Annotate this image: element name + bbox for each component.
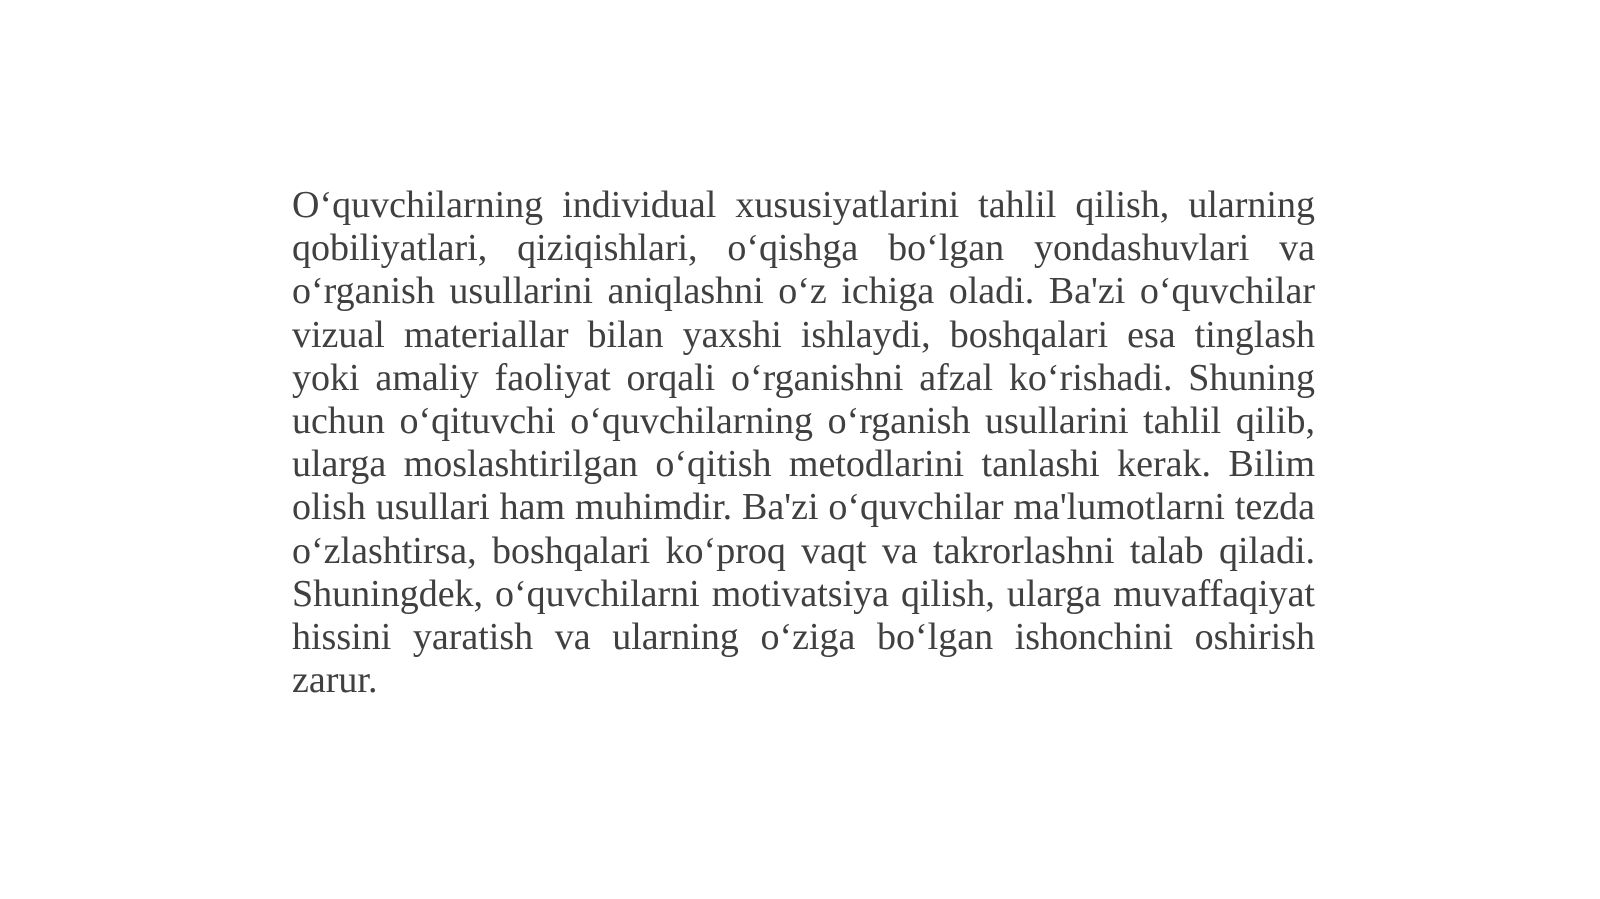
body-paragraph: O‘quvchilarning individual xususiyatlarini tahlil qilish, ularning qobiliyatlari, qiziqishlari, o‘qishga bo‘lgan yondashuvlari va o‘rganish usullarini aniqlashni o‘z ichiga oladi. Ba'zi o‘quvchilar vizual materiallar bilan yaxshi ishlaydi, boshqalari esa tinglash yoki amaliy faoliyat orqali o‘rganishni afzal ko‘rishadi. Shuning uchun o‘qituvchi o‘quvchilarning o‘rganish usullarini tahlil qilib, ularga moslashtirilgan o‘qitish metodlarini tanlashi kerak. Bilim olish usullari ham muhimdir. Ba'zi o‘quvchilar ma'lumotlarni tezda o‘zlashtirsa, boshqalari ko‘proq vaqt va takrorlashni talab qiladi. Shuningdek, o‘quvchilarni motivatsiya qilish, ularga muvaffaqiyat hissini yaratish va ularning o‘ziga bo‘lgan ishonchini oshirish zarur. (292, 184, 1315, 702)
